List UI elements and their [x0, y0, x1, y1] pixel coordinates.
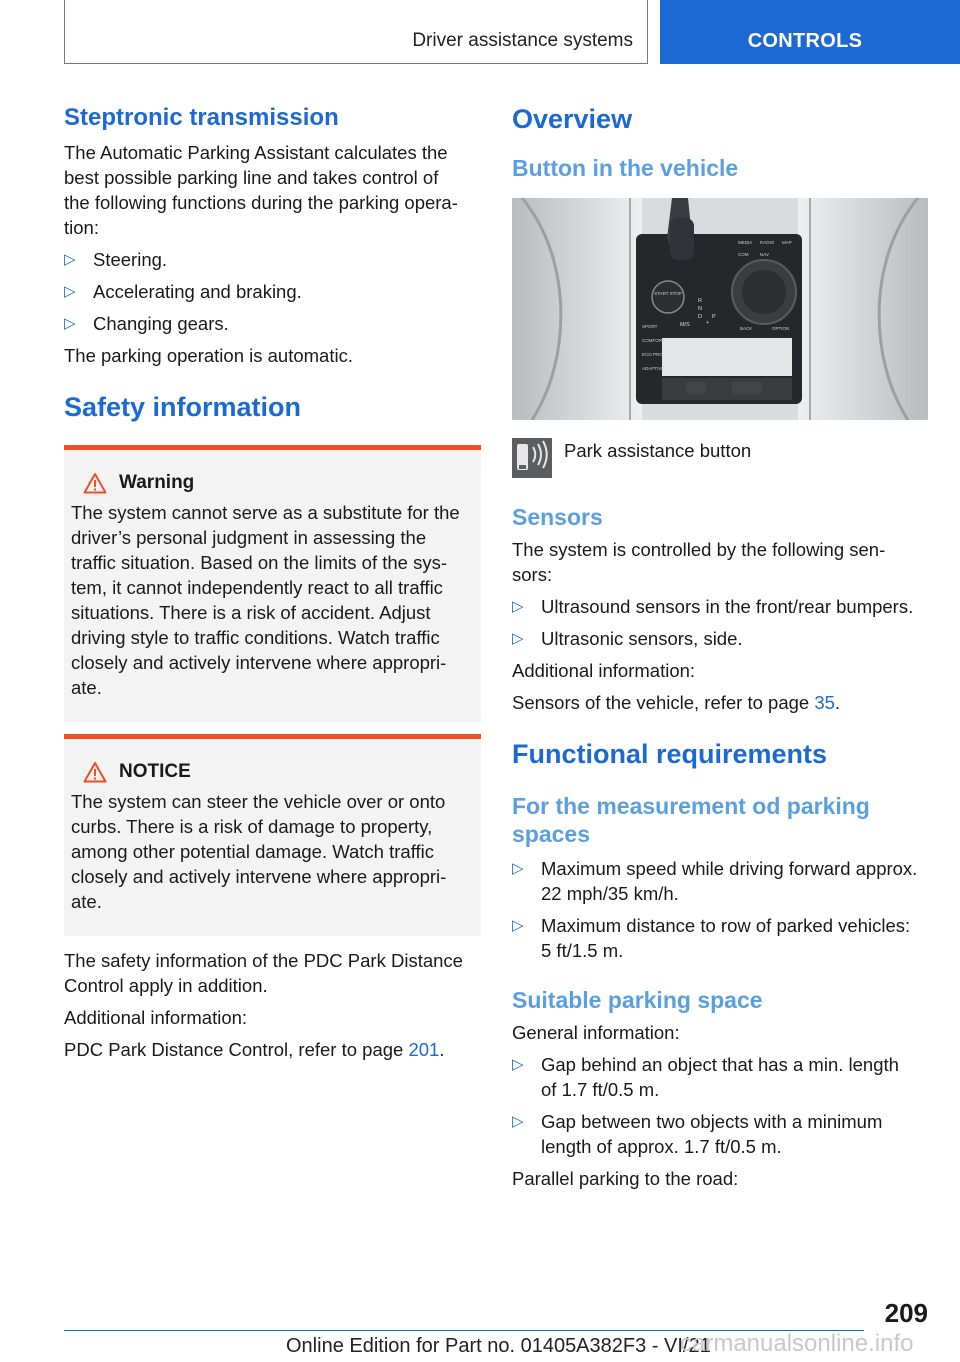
functional-requirements-heading: Functional requirements	[512, 739, 828, 769]
list-item	[512, 1109, 932, 1159]
text-line: closely and actively intervene where appropri-	[71, 652, 447, 673]
steptronic-outro: The parking operation is automatic.	[64, 345, 353, 366]
text-line: ate.	[71, 891, 102, 912]
triangle-bullet-icon: ▷	[512, 1113, 524, 1130]
text-line: The system cannot serve as a substitute for the	[71, 502, 460, 523]
triangle-bullet-icon: ▷	[64, 251, 76, 268]
image-caption	[512, 438, 932, 478]
list-item-text: Ultrasound sensors in the front/rear bumpers.	[541, 596, 914, 617]
parking-brake-button	[686, 382, 706, 394]
text-line: among other potential damage. Watch traffic	[71, 841, 435, 862]
subheading-line: spaces	[512, 821, 591, 847]
reference-end: .	[439, 1039, 445, 1060]
watermark: carmanualsonline.info	[680, 1330, 914, 1357]
page-link-35[interactable]: 35	[814, 692, 835, 713]
footer-edition: Online Edition for Part no. 01405A382F3 - VI/21	[286, 1335, 711, 1357]
general-info-label: General information:	[512, 1022, 680, 1043]
warning-triangle-icon	[83, 761, 107, 783]
subheading-line: For the measurement od parking	[512, 793, 870, 819]
list-item-text: Ultrasonic sensors, side.	[541, 628, 743, 649]
warning-header	[71, 472, 474, 494]
suitable-parking-heading: Suitable parking space	[512, 987, 763, 1013]
list-item	[512, 626, 932, 651]
text-line: traffic situation. Based on the limits of the sys-	[71, 552, 447, 573]
steptronic-intro	[64, 140, 481, 240]
list-item-text: Steering.	[93, 249, 168, 270]
list-item-line: Gap between two objects with a minimum	[541, 1111, 883, 1132]
park-assist-button	[732, 382, 762, 394]
triangle-bullet-icon: ▷	[64, 283, 76, 300]
notice-box	[64, 734, 481, 936]
notice-label: NOTICE	[119, 761, 191, 782]
text-line: The system is controlled by the following sen-	[512, 539, 886, 560]
sensors-reference	[512, 690, 932, 715]
text-line: Control apply in addition.	[64, 975, 268, 996]
header-section-box	[64, 0, 648, 64]
gear-plus-label: +	[706, 320, 710, 326]
sport-label: SPORT	[642, 324, 658, 329]
back-label: BACK	[740, 326, 753, 331]
parallel-parking-label: Parallel parking to the road:	[512, 1168, 739, 1189]
left-column	[64, 104, 481, 1062]
gear-ms-label: M/S	[680, 322, 690, 328]
header-tab-label: CONTROLS	[747, 30, 863, 52]
text-line: closely and actively intervene where appropri-	[71, 866, 447, 887]
list-item-text: Accelerating and braking.	[93, 281, 302, 302]
steptronic-heading: Steptronic transmission	[64, 104, 339, 131]
warning-label: Warning	[119, 472, 195, 493]
list-item-line: Maximum distance to row of parked vehicles:	[541, 915, 911, 936]
text-line: sors:	[512, 564, 553, 585]
com-label: COM	[738, 252, 749, 257]
right-column	[512, 104, 932, 1191]
list-item-line: 5 ft/1.5 m.	[541, 940, 624, 961]
sensors-heading: Sensors	[512, 504, 603, 530]
text-line: driver’s personal judgment in assessing the	[71, 527, 427, 548]
park-assist-icon	[512, 438, 552, 478]
list-item-text: Changing gears.	[93, 313, 229, 334]
safety-after-text	[64, 948, 481, 998]
nav-label: NAV	[760, 252, 769, 257]
triangle-bullet-icon: ▷	[512, 1056, 524, 1073]
list-item	[512, 856, 932, 906]
gear-p-label: P	[712, 314, 716, 320]
gear-r-label: R	[698, 298, 702, 304]
reference-text: Sensors of the vehicle, refer to page	[512, 692, 815, 713]
comfort-label: COMFORT	[642, 338, 665, 343]
header-section-title: Driver assistance systems	[412, 30, 633, 51]
warning-box	[64, 445, 481, 722]
text-line: best possible parking line and takes control of	[64, 167, 439, 188]
start-stop-button-label: START STOP	[654, 291, 682, 296]
triangle-bullet-icon: ▷	[512, 917, 524, 934]
list-item	[512, 1052, 932, 1102]
gear-n-label: N	[698, 306, 702, 312]
reference-text: PDC Park Distance Control, refer to page	[64, 1039, 409, 1060]
sensors-intro	[512, 537, 932, 587]
caption-text: Park assistance button	[564, 440, 752, 461]
option-label: OPTION	[772, 326, 790, 331]
text-line: tem, it cannot independently react to all traffic	[71, 577, 443, 598]
text-line: The safety information of the PDC Park Distance	[64, 950, 463, 971]
reference-end: .	[834, 692, 841, 713]
adaptive-label: ADAPTIVE	[642, 366, 665, 371]
eco-pro-label: ECO PRO	[642, 352, 663, 357]
list-item-line: of 1.7 ft/0.5 m.	[541, 1079, 660, 1100]
text-line: situations. There is a risk of accident. Adjust	[71, 602, 431, 623]
list-item-line: length of approx. 1.7 ft/0.5 m.	[541, 1136, 782, 1157]
list-item	[64, 279, 481, 304]
list-item	[64, 247, 481, 272]
page-link-201[interactable]: 201	[408, 1039, 440, 1060]
gear-d-label: D	[698, 314, 702, 320]
list-item-line: Gap behind an object that has a min. length	[541, 1054, 899, 1075]
list-item-line: Maximum speed while driving forward approx.	[541, 858, 918, 879]
triangle-bullet-icon: ▷	[512, 598, 524, 615]
page-number: 209	[884, 1298, 928, 1328]
pdc-reference	[64, 1037, 481, 1062]
notice-header	[71, 761, 474, 783]
text-line: The system can steer the vehicle over or onto	[71, 791, 446, 812]
triangle-bullet-icon: ▷	[512, 860, 524, 877]
map-label: MAP	[782, 240, 792, 245]
additional-info-label: Additional information:	[512, 660, 696, 681]
triangle-bullet-icon: ▷	[64, 315, 76, 332]
media-label: MEDIA	[738, 240, 753, 245]
text-line: the following functions during the parking opera-	[64, 192, 458, 213]
list-item	[512, 913, 932, 963]
list-item	[512, 594, 932, 619]
text-line: The Automatic Parking Assistant calculates the	[64, 142, 448, 163]
radio-label: RADIO	[760, 240, 775, 245]
text-line: ate.	[71, 677, 102, 698]
button-in-vehicle-heading: Button in the vehicle	[512, 155, 739, 181]
text-line: driving style to traffic conditions. Watch traffic	[71, 627, 440, 648]
measurement-subheading	[512, 792, 932, 848]
header-tab[interactable]	[660, 0, 960, 64]
warning-triangle-icon	[83, 472, 107, 494]
additional-info-label: Additional information:	[64, 1007, 248, 1028]
notice-text	[71, 789, 474, 914]
center-console-photo	[512, 198, 928, 420]
safety-heading: Safety information	[64, 392, 302, 422]
list-item-line: 22 mph/35 km/h.	[541, 883, 679, 904]
warning-text	[71, 500, 474, 700]
text-line: curbs. There is a risk of damage to property,	[71, 816, 433, 837]
list-item	[64, 311, 481, 336]
text-line: tion:	[64, 217, 99, 238]
overview-heading: Overview	[512, 104, 633, 134]
triangle-bullet-icon: ▷	[512, 630, 524, 647]
